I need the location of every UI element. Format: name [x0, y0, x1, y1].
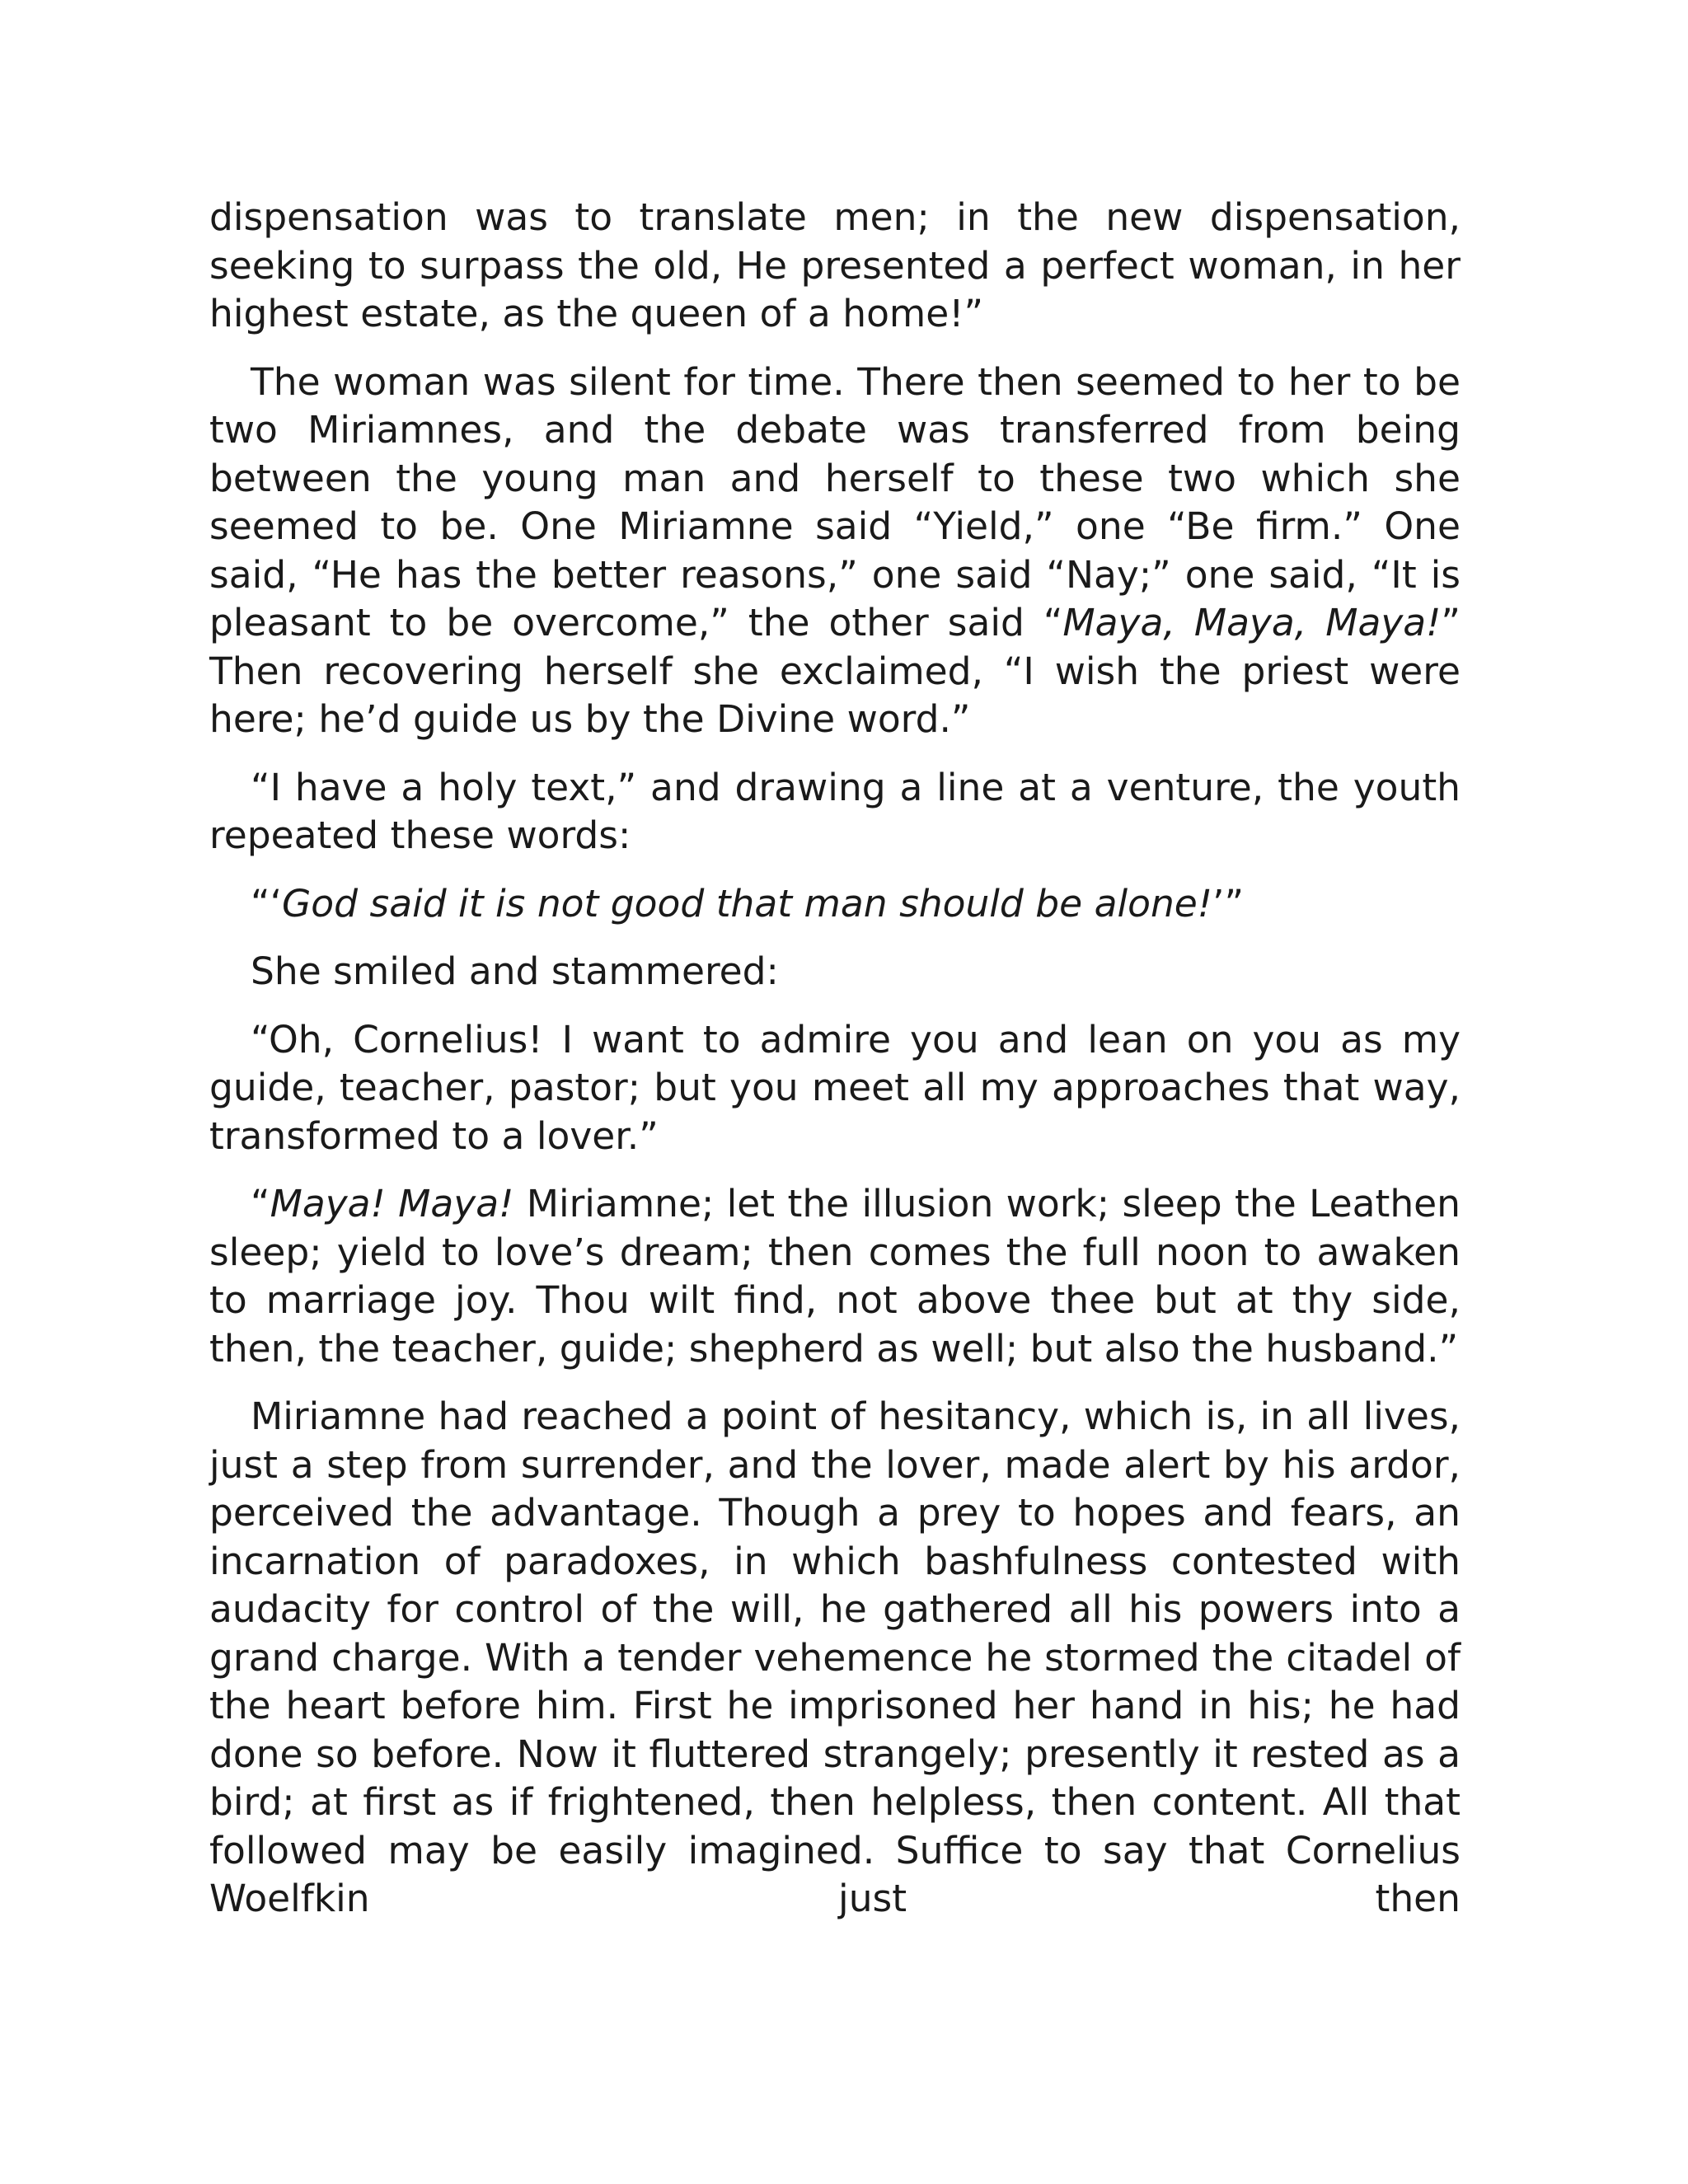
- paragraph-text: dispensation was to translate men; in the new dispensation, seeking to surpass the old, He presented a perfect woman, in her highest estate, as the queen of a home!”: [209, 195, 1461, 335]
- paragraph-text: “I have a holy text,” and drawing a line at a venture, the youth repeated these words:: [209, 765, 1461, 857]
- paragraph-text: The woman was silent for time. There then seemed to her to be two Miriamnes, and the debate was transferred from being between the young man and herself to these two which she seemed to be. One Miriamne said “Yield,” one “Be firm.” One said, “He has the better reasons,” one said “Nay;” one said, “It is pleasant to be overcome,” the other said “: [209, 359, 1461, 644]
- paragraph-3: [209, 764, 1461, 860]
- paragraph-6: [209, 1016, 1461, 1161]
- paragraph-4: [209, 880, 1461, 929]
- paragraph-1: [209, 194, 1461, 339]
- paragraph-text: Miriamne had reached a point of hesitancy, which is, in all lives, just a step from surrender, and the lover, made alert by his ardor, perceived the advantage. Though a prey to hopes and fears, an incarnation of paradoxes, in which bashfulness contested with audacity for control of the will, he gathered all his powers into a grand charge. With a tender vehemence he stormed the citadel of the heart before him. First he imprisoned her hand in his; he had done so before. Now it fluttered strangely; presently it rested as a bird; at first as if frightened, then helpless, then content. All that followed may be easily imagined. Suffice to say that Cornelius Woelfkin just then: [209, 1394, 1461, 1920]
- paragraph-text: Miriamne; let the illusion work; sleep the Leathen sleep; yield to love’s dream; then comes the full noon to awaken to marriage joy. Thou wilt find, not above thee but at thy side, then, the teacher, guide; shepherd as well; but also the husband.”: [209, 1182, 1461, 1371]
- page-body: [209, 194, 1461, 1924]
- paragraph-text: She smiled and stammered:: [251, 949, 779, 993]
- paragraph-text: “‘: [251, 881, 283, 926]
- paragraph-text: “: [251, 1182, 270, 1226]
- italic-text: Maya, Maya, Maya!: [1062, 601, 1442, 644]
- paragraph-text: ” Then recovering herself she exclaimed, “I wish the priest were here; he’d guide us by the Divine word.”: [209, 601, 1461, 741]
- paragraph-7: [209, 1180, 1461, 1373]
- paragraph-text: ’”: [1212, 881, 1245, 926]
- paragraph-8: [209, 1393, 1461, 1924]
- paragraph-2: [209, 359, 1461, 744]
- paragraph-text: “Oh, Cornelius! I want to admire you and lean on you as my guide, teacher, pastor; but you meet all my approaches that way, transformed to a lover.”: [209, 1017, 1461, 1158]
- paragraph-5: [209, 948, 1461, 996]
- italic-text: Maya! Maya!: [270, 1182, 514, 1226]
- italic-text: God said it is not good that man should be alone!: [282, 881, 1213, 926]
